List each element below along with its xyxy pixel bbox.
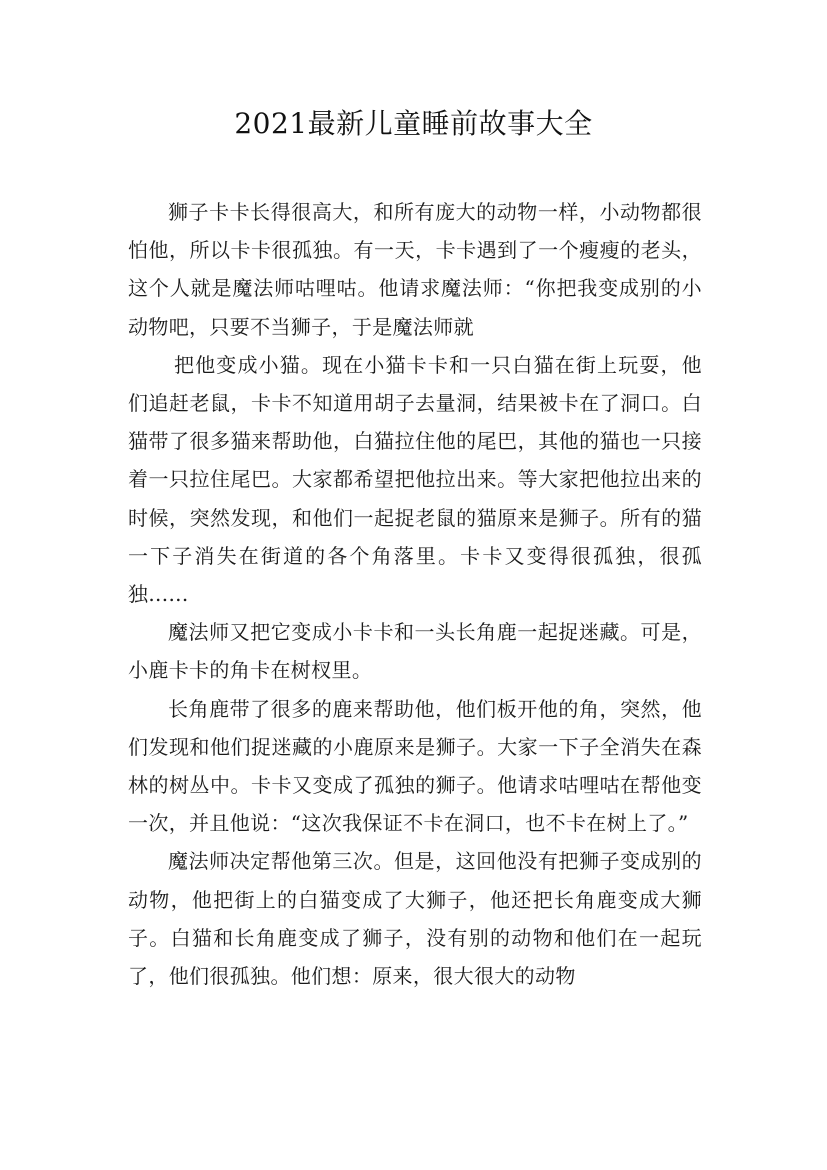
story-paragraph-3: 魔法师又把它变成小卡卡和一头长角鹿一起捉迷藏。可是，小鹿卡卡的角卡在树杈里。 bbox=[128, 620, 702, 683]
story-paragraph-1: 狮子卡卡长得很高大，和所有庞大的动物一样，小动物都很怕他，所以卡卡很孤独。有一天，卡卡遇到了一个瘦瘦的老头，这个人就是魔法师咕哩咕。他请求魔法师：“你把我变成别的小动物吧，只要不当狮子，于是魔法师就 bbox=[128, 200, 702, 339]
document-title: 2021最新儿童睡前故事大全 bbox=[234, 107, 593, 140]
story-paragraph-2: 把他变成小猫。现在小猫卡卡和一只白猫在街上玩耍，他们追赶老鼠，卡卡不知道用胡子去量洞，结果被卡在了洞口。白猫带了很多猫来帮助他，白猫拉住他的尾巴，其他的猫也一只接着一只拉住尾巴。大家都希望把他拉出来。等大家把他拉出来的时候，突然发现，和他们一起捉老鼠的猫原来是狮子。所有的猫一下子消失在街道的各个角落里。卡卡又变得很孤独，很孤独...... bbox=[128, 352, 702, 607]
story-paragraph-5: 魔法师决定帮他第三次。但是，这回他没有把狮子变成别的动物，他把街上的白猫变成了大狮子，他还把长角鹿变成大狮子。白猫和长角鹿变成了狮子，没有别的动物和他们在一起玩了，他们很孤独。他们想：原来，很大很大的动物 bbox=[128, 849, 702, 989]
story-body bbox=[128, 193, 702, 995]
story-paragraph-4: 长角鹿带了很多的鹿来帮助他，他们板开他的角，突然，他们发现和他们捉迷藏的小鹿原来是狮子。大家一下子全消失在森林的树丛中。卡卡又变成了孤独的狮子。他请求咕哩咕在帮他变一次，并且他说：“这次我保证不卡在洞口，也不卡在树上了。” bbox=[128, 696, 702, 836]
